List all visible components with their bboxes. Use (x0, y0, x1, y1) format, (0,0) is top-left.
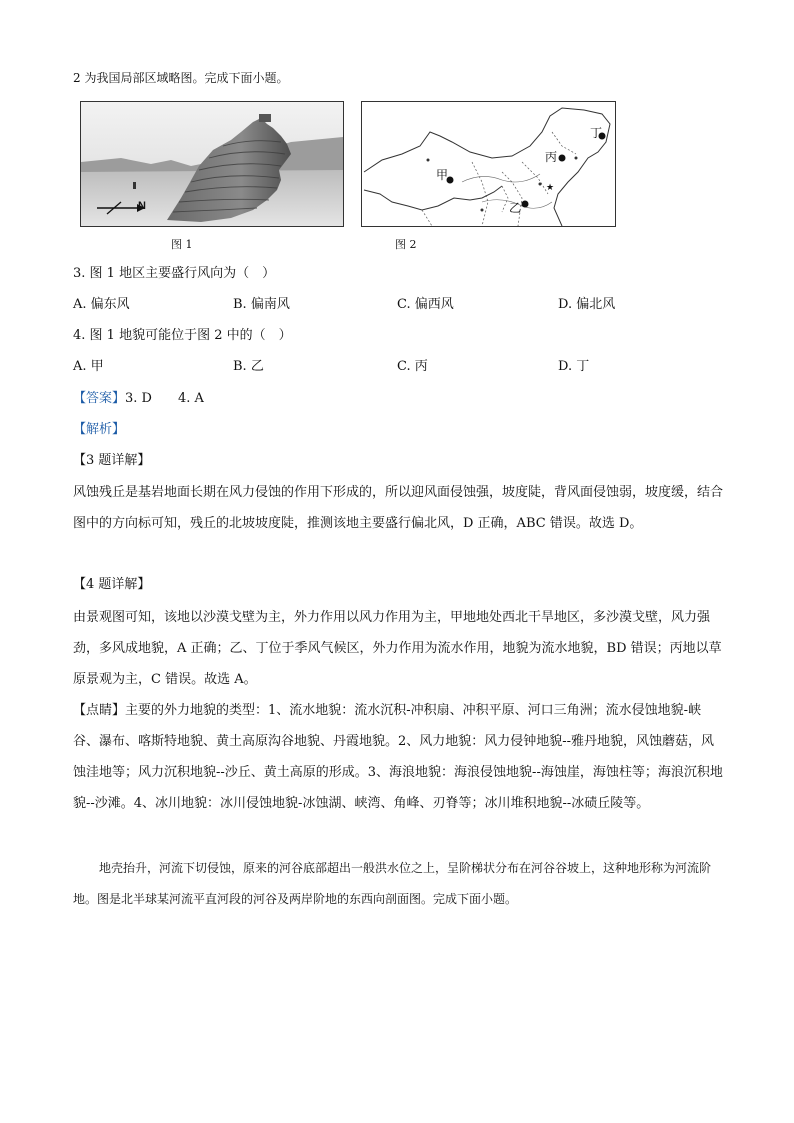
label-jia: 甲 (436, 168, 449, 182)
q3-stem: 3. 图 1 地区主要盛行风向为（ ） (73, 266, 276, 281)
figure-2-map (361, 101, 616, 227)
point-bing (559, 155, 566, 162)
answer-tag: 【答案】 (73, 391, 126, 406)
yardang-photo (81, 102, 343, 226)
label-bing: 丙 (545, 150, 558, 164)
next-intro-text: 地壳抬升，河流下切侵蚀，原来的河谷底部超出一般洪水位之上，呈阶梯状分布在河谷谷坡上，这种地形称为河流阶地。图是北半球某河流平直河段的河谷及两岸阶地的东西向剖面图。完成下面小题。 (73, 861, 712, 906)
q4-option-b: B. 乙 (233, 359, 264, 374)
figure-2-caption: 图 2 (395, 238, 417, 251)
intro-text: 2 为我国局部区域略图。完成下面小题。 (73, 71, 289, 85)
q3-option-b: B. 偏南风 (233, 297, 290, 312)
detail-3-tag: 【3 题详解】 (73, 453, 151, 468)
q3-option-a: A. 偏东风 (73, 297, 130, 312)
detail-4-tag: 【4 题详解】 (73, 577, 151, 592)
q4-option-a: A. 甲 (73, 359, 104, 374)
answer-line (73, 389, 204, 409)
q4-stem: 4. 图 1 地貌可能位于图 2 中的（ ） (73, 328, 292, 343)
label-ding: 丁 (590, 126, 603, 140)
tip-paragraph (73, 695, 723, 819)
q4-option-d: D. 丁 (558, 359, 590, 374)
q3-option-c: C. 偏西风 (397, 297, 454, 312)
q4-option-c: C. 丙 (397, 359, 428, 374)
tip-tag: 【点睛】 (73, 703, 126, 718)
compass-label: N (138, 200, 146, 212)
china-sketch-map (362, 102, 615, 226)
detail-4-text: 由景观图可知，该地以沙漠戈壁为主，外力作用以风力作用为主，甲地地处西北干旱地区，多沙漠戈壁，风力强劲，多风成地貌，A 正确；乙、丁位于季风气候区，外力作用为流水作用，地貌为流水地貌，BD 错误；丙地以草原景观为主，C 错误。故选 A。 (73, 610, 722, 687)
detail-3-text: 风蚀残丘是基岩地面长期在风力侵蚀的作用下形成的，所以迎风面侵蚀强，坡度陡，背风面侵蚀弱，坡度缓，结合图中的方向标可知，残丘的北坡坡度陡，推测该地主要盛行偏北风，D 正确，ABC 错误。故选 D。 (73, 485, 724, 531)
point-yi (522, 201, 529, 208)
figure-1-caption: 图 1 (171, 238, 193, 251)
q3-option-d: D. 偏北风 (558, 297, 616, 312)
analysis-tag: 【解析】 (73, 422, 126, 437)
answer-text: 3. D 4. A (125, 391, 204, 406)
capital-star-icon: ★ (546, 183, 555, 193)
label-yi: 乙 (509, 201, 522, 215)
figure-1-photo (80, 101, 344, 227)
tip-text: 主要的外力地貌的类型：1、流水地貌：流水沉积-冲积扇、冲积平原、河口三角洲；流水侵蚀地貌-峡谷、瀑布、喀斯特地貌、黄土高原沟谷地貌、丹霞地貌。2、风力地貌：风力侵钟地貌--雅丹地貌，风蚀蘑菇，风蚀洼地等；风力沉积地貌--沙丘、黄土高原的形成。3、海浪地貌：海浪侵蚀地貌--海蚀崖，海蚀柱等；海浪沉积地貌--沙滩。4、冰川地貌：冰川侵蚀地貌-冰蚀湖、峡湾、角峰、刃脊等；冰川堆积地貌--冰碛丘陵等。 (73, 703, 723, 811)
